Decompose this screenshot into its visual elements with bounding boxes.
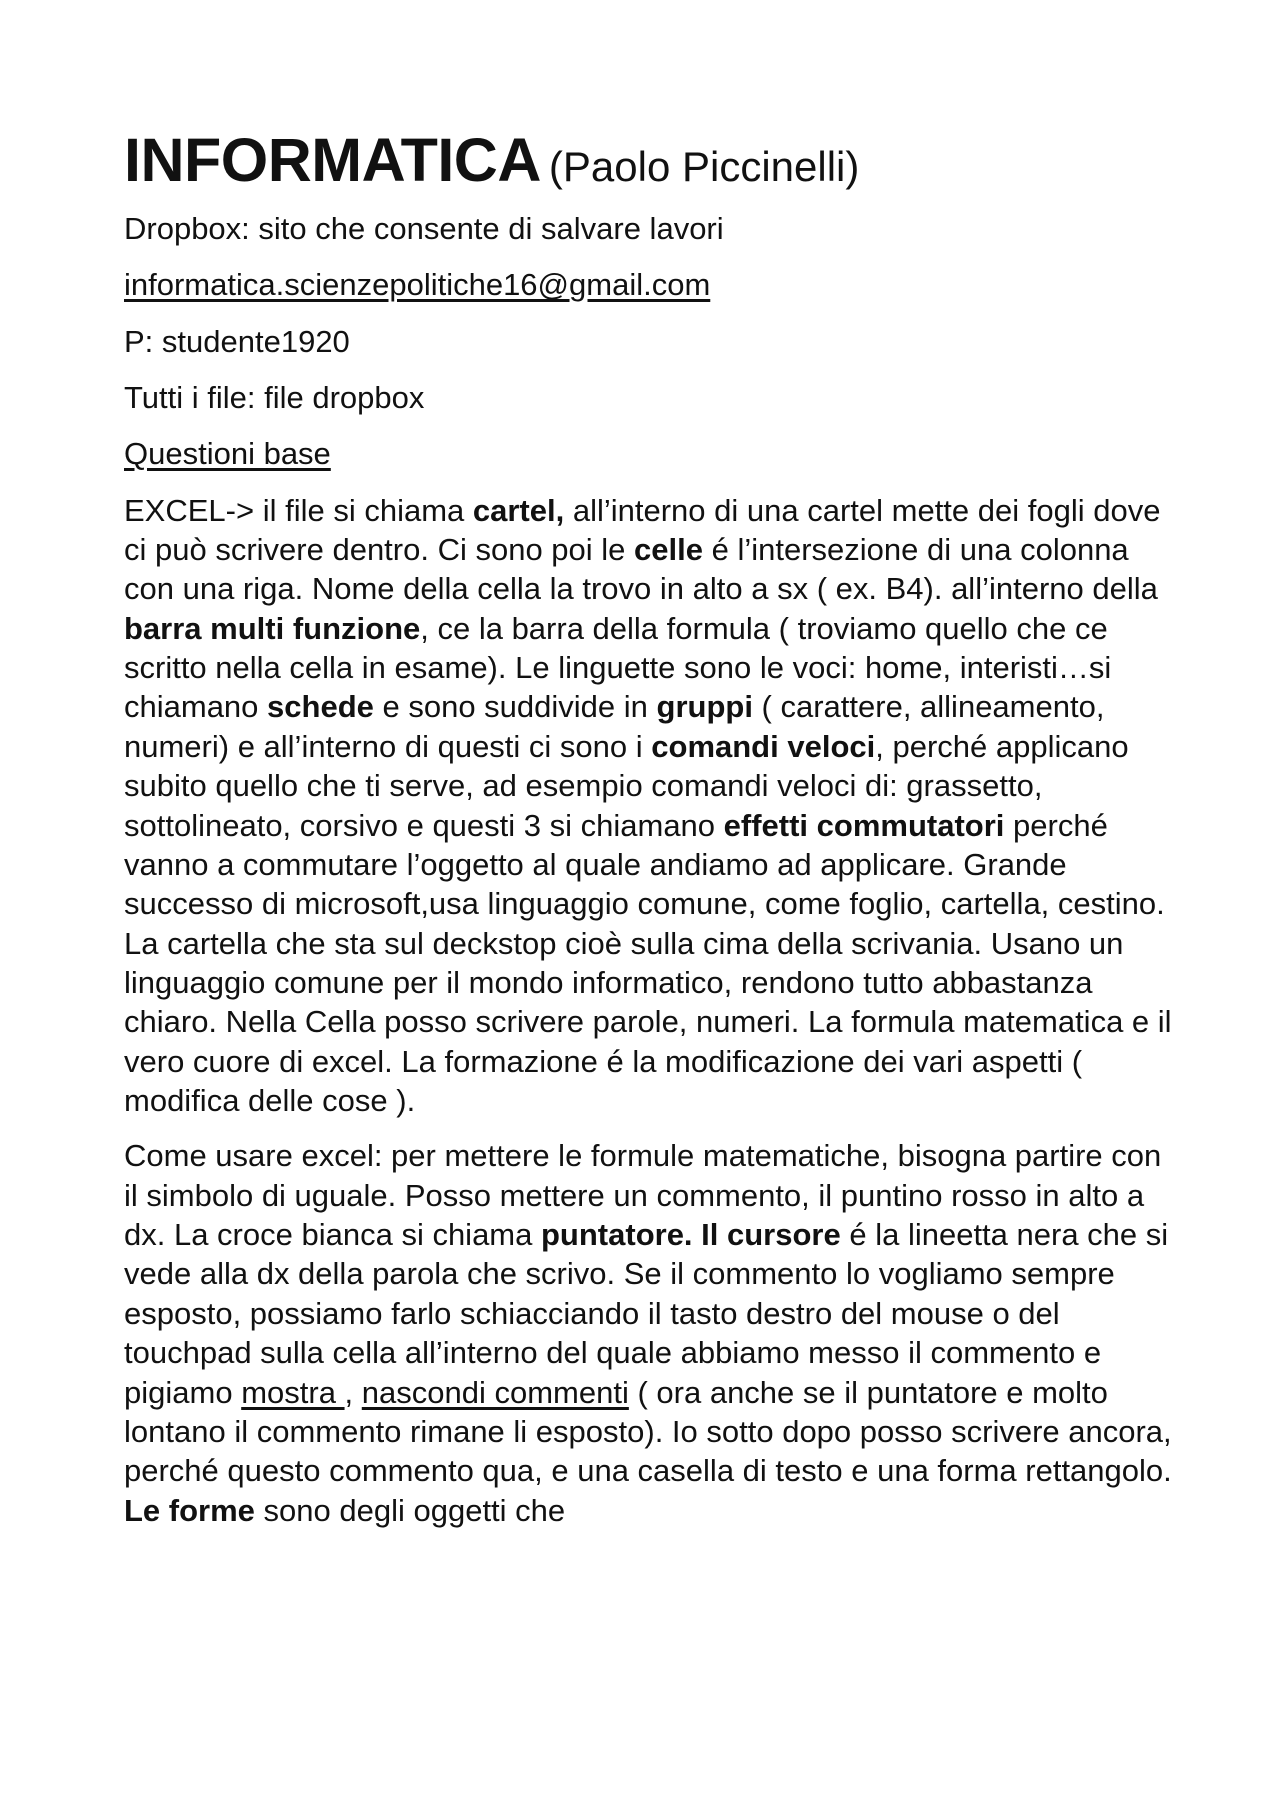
text-run: é l’intersezione di una colonna con una riga. Nome della cella la trovo in alto a sx ( ex. B4). all’interno della bbox=[124, 531, 1158, 607]
text-run: ( ora anche se il puntatore e molto lontano il commento rimane li esposto). Io sotto dopo posso scrivere ancora, perché questo commento qua, e una casella di testo e una forma rettangolo. bbox=[124, 1374, 1172, 1489]
files-line: Tutti i file: file dropbox bbox=[124, 380, 425, 416]
password-line: P: studente1920 bbox=[124, 323, 350, 359]
bold-term: gruppi bbox=[656, 689, 753, 725]
bold-term: schede bbox=[267, 689, 374, 725]
bold-term: effetti commutatori bbox=[723, 807, 1005, 843]
underlined-term: mostra bbox=[241, 1374, 345, 1410]
email-line bbox=[124, 265, 1180, 305]
title-main: INFORMATICA bbox=[124, 126, 541, 194]
bold-term: puntatore. Il cursore bbox=[541, 1217, 841, 1253]
text-run: , bbox=[344, 1374, 362, 1410]
title-author: (Paolo Piccinelli) bbox=[548, 143, 860, 190]
email-link[interactable]: informatica.scienzepolitiche16@gmail.com bbox=[124, 267, 711, 303]
text-run: ( carattere, allineamento, numeri) e all’interno di questi ci sono i bbox=[124, 689, 1105, 764]
bold-term: Le forme bbox=[124, 1492, 255, 1528]
text-run: Come usare excel: per mettere le formule matematiche, bisogna partire con il simbolo di uguale. Posso mettere un commento, il puntino rosso in alto a dx. La croce bianca si chiama bbox=[124, 1138, 1162, 1253]
text-run: , perché applicano subito quello che ti serve, ad esempio comandi veloci di: grassetto, sottolineato, corsivo e questi 3 si chiamano bbox=[124, 728, 1129, 843]
text-run: e sono suddivide in bbox=[373, 689, 657, 725]
document-title bbox=[124, 125, 1180, 195]
bold-term: barra multi funzione bbox=[124, 610, 421, 646]
paragraph-excel-intro bbox=[124, 491, 1180, 1121]
text-run: perché vanno a commutare l’oggetto al quale andiamo ad applicare. Grande successo di microsoft,usa linguaggio comune, come foglio, cartella, cestino. La cartella che sta sul deckstop cioè sulla cima della scrivania. Usano un linguaggio comune per il mondo informatico, rendono tutto abbastanza chiaro. Nella Cella posso scrivere parole, numeri. La formula matematica e il vero cuore di excel. La formazione é la modificazione dei vari aspetti ( modifica delle cose ). bbox=[124, 807, 1172, 1119]
section-heading bbox=[124, 434, 1180, 474]
text-run: sono degli oggetti che bbox=[254, 1492, 566, 1528]
bold-term: celle bbox=[634, 531, 703, 567]
text-run: é la lineetta nera che si vede alla dx della parola che scrivo. Se il commento lo vogliamo sempre esposto, possiamo farlo schiacciando il tasto destro del mouse o del touchpad sulla cella all’interno del quale abbiamo messo il commento e pigiamo bbox=[124, 1217, 1169, 1410]
bold-term: cartel, bbox=[472, 492, 565, 528]
text-run: EXCEL-> il file si chiama bbox=[124, 492, 473, 528]
text-run: , ce la barra della formula ( troviamo quello che ce scritto nella cella in esame). Le linguette sono le voci: home, interisti…si chiamano bbox=[124, 610, 1112, 725]
section-heading-text: Questioni base bbox=[124, 436, 331, 472]
paragraph-excel-usage bbox=[124, 1136, 1180, 1530]
underlined-term: nascondi commenti bbox=[361, 1374, 629, 1410]
bold-term: comandi veloci bbox=[651, 728, 876, 764]
text-run: all’interno di una cartel mette dei fogli dove ci può scrivere dentro. Ci sono poi le bbox=[124, 492, 1161, 567]
dropbox-line: Dropbox: sito che consente di salvare lavori bbox=[124, 211, 724, 247]
